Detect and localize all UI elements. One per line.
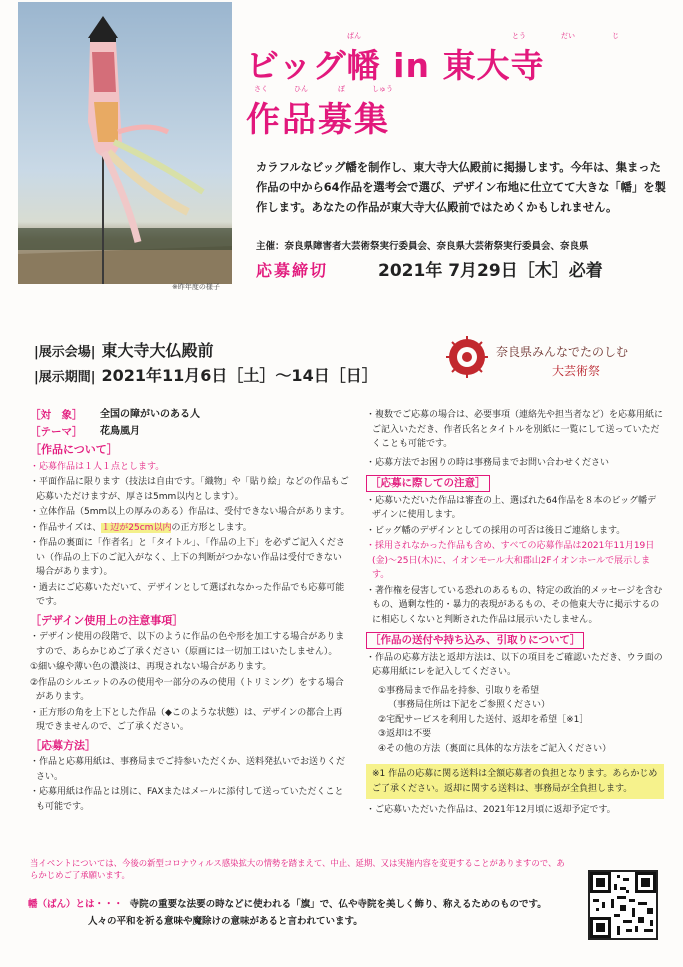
notice-exhibit: ・採用されなかった作品も含め、すべての応募作品は2021年11月19日(金)〜25日(木)に、イオンモール大和郡山2Fイオンホールで展示します。 [366,541,655,580]
method-item: ・応募用紙は作品とは別に、FAXまたはメールに添付して送っていただくことも可能です。 [30,787,344,812]
design-item: ②作品のシルエットのみの使用や一部分のみの使用（トリミング）をする場合があります。 [30,677,344,702]
design-item: ①細い線や薄い色の濃淡は、再現されない場合があります。 [30,662,272,672]
ship-intro: ・作品の応募方法と返却方法は、以下の項目をご確認いただき、ウラ面の応募用紙にレを記入してください。 [366,652,663,677]
logo-text-line1: 奈良県みんなでたのしむ [496,345,629,359]
size-highlight: １辺が25cm以内 [101,522,172,533]
about-item: ・作品の裏面に「作者名」と「タイトル」、「作品の上下」を必ずご記入ください（作品の上下のご記入がなく、上下の判断がつかない作品は受付できない場合があります）。 [30,538,345,577]
notice-item: ・応募いただいた作品は審査の上、選ばれた64作品を８本のビッグ幡デザインに使用します。 [366,495,657,520]
shipping-fee-note: ※1 作品の応募に関る送料は全額応募者の負担となります。あらかじめご了承ください。返却に関する送料は、事務局が全負担します。 [366,764,664,799]
ban-text2: 人々の平和を祈る意味や魔除けの意味があると言われています。 [88,916,363,927]
return-schedule: ・ご応募いただいた作品は、2021年12月頃に返却予定です。 [366,805,616,815]
banner-illustration [18,2,232,284]
ruby-ji: じ [612,32,619,40]
ship-option-note: （事務局住所は下記をご参照ください） [388,700,551,710]
left-column [30,408,350,815]
about-item: ・立体作品（5mm以上の厚みのある）作品は、受付できない場合があります。 [30,507,350,517]
design-item: ・正方形の角を上下とした作品（◆このような状態）は、デザインの都合上再現できませんので、ご了承ください。 [30,707,343,732]
covid-notice: 当イベントについては、今後の新型コロナウィルス感染拡大の情勢を踏まえて、中止、延期、又は実施内容を変更することがありますので、あらかじめご了承願います。 [30,858,565,880]
notice-heading: ［応募に際しての注意］ [366,475,490,492]
venue-place-label: |展示会場| [34,345,96,360]
ruby-tou: とう [512,32,526,40]
banner-photo [18,2,232,284]
ship-option: ③返却は不要 [378,729,432,739]
venue-place-row [34,338,214,361]
about-heading: ［作品について］ [30,443,118,456]
target-label: ［対 象］ [30,409,83,421]
intro-text: カラフルなビッグ幡を制作し、東大寺大仏殿前に掲揚します。今年は、集まった作品の中から64作品を選考会で選び、デザイン布地に仕立てて大きな「幡」を製作します。あなたの作品が東大寺大仏殿前ではためくかもしれません。 [256,161,666,214]
ruby-dai: だい [561,32,575,40]
about-item-size: ・作品サイズは、１辺が25cm以内の正方形とします。 [30,522,252,533]
right-column [366,408,664,819]
theme-value: 花鳥風月 [100,425,140,437]
sponsor-text: 主催：奈良県障害者大芸術祭実行委員会、奈良県大芸術祭実行委員会、奈良県 [256,241,589,252]
ban-label: 幡（ばん）とは・・・ [28,899,124,910]
qr-code-icon [590,872,656,938]
ruby-bo: ぼ [338,85,345,93]
ruby-ban: ばん [347,32,361,40]
theme-label: ［テーマ］ [30,425,83,438]
method-item: ・作品と応募用紙は、事務局までご持参いただくか、送料発払いでお送りください。 [30,757,346,782]
venue-period: 2021年11月6日［土］〜14日［日］ [101,366,378,385]
venue-period-label: |展示期間| [34,370,96,385]
design-heading: ［デザイン使用上の注意事項］ [30,613,184,627]
ship-option: ②宅配サービスを利用した送付、返却を希望［※1］ [378,714,589,725]
deadline-label: 応募締切 [256,261,329,280]
ruby-saku: さく [254,85,268,93]
notice-item: ・ビッグ幡のデザインとしての採用の可否は後日ご連絡します。 [366,525,626,536]
ban-explanation [28,896,568,930]
venue-place: 東大寺大仏殿前 [101,341,214,360]
ship-heading: ［作品の送付や持ち込み、引取りについて］ [366,632,584,649]
deadline-date: 2021年 7月29日［木］必着 [378,261,603,281]
design-item: ・デザイン使用の段階で、以下のように作品の色や形を加工する場合がありますので、あらかじめご了承ください（原画には一切加工はいたしません）。 [30,632,345,657]
target-row [30,408,350,423]
ship-option: ①事務局まで作品を持参、引取りを希望 [378,685,540,696]
about-item: ・平面作品に限ります（技法は自由です。「織物」や「貼り絵」などの作品もご応募いただけますが、厚さは5mm以内とします）。 [30,477,349,502]
logo-text-line2: 大芸術祭 [552,364,601,378]
venue-period-row [34,363,378,386]
right-top-item: ・応募方法でお困りの時は事務局までお問い合わせください [366,457,610,468]
about-item: ・応募作品は１人１点とします。 [30,461,165,472]
ban-text1: 寺院の重要な法要の時などに使われる「旗」で、仏や寺院を美しく飾り、称えるためのものです。 [129,899,547,910]
ruby-shuu: しゅう [372,85,393,93]
right-top-item: ・複数でご応募の場合は、必要事項（連絡先や担当者など）を応募用紙にご記入いただき、作者氏名とタイトルを別紙に一覧にして送っていただくことも可能です。 [366,410,664,449]
qr-code[interactable] [588,870,658,940]
theme-row [30,425,350,440]
notice-copyright: ・著作権を侵害している恐れのあるもの、特定の政治的メッセージを含むもの、過剰な性的・暴力的表現があるもの、その他東大寺に掲示するのに相応しくないと判断された作品は展示いたしません。 [366,585,663,625]
title-line1: ビッグ幡 in 東大寺 [246,46,545,85]
about-item: ・過去にご応募いただいて、デザインとして選ばれなかった作品でも応募可能です。 [30,582,345,607]
method-heading: ［応募方法］ [30,738,96,752]
ship-option: ④その他の方法（裏面に具体的な方法をご記入ください） [378,743,612,754]
ruby-hin: ひん [294,85,308,93]
festival-logo-icon [446,336,488,378]
title-line2: 作品募集 [246,100,390,140]
photo-caption: ※昨年度の様子 [172,283,220,291]
target-value: 全国の障がいのある人 [100,409,200,420]
